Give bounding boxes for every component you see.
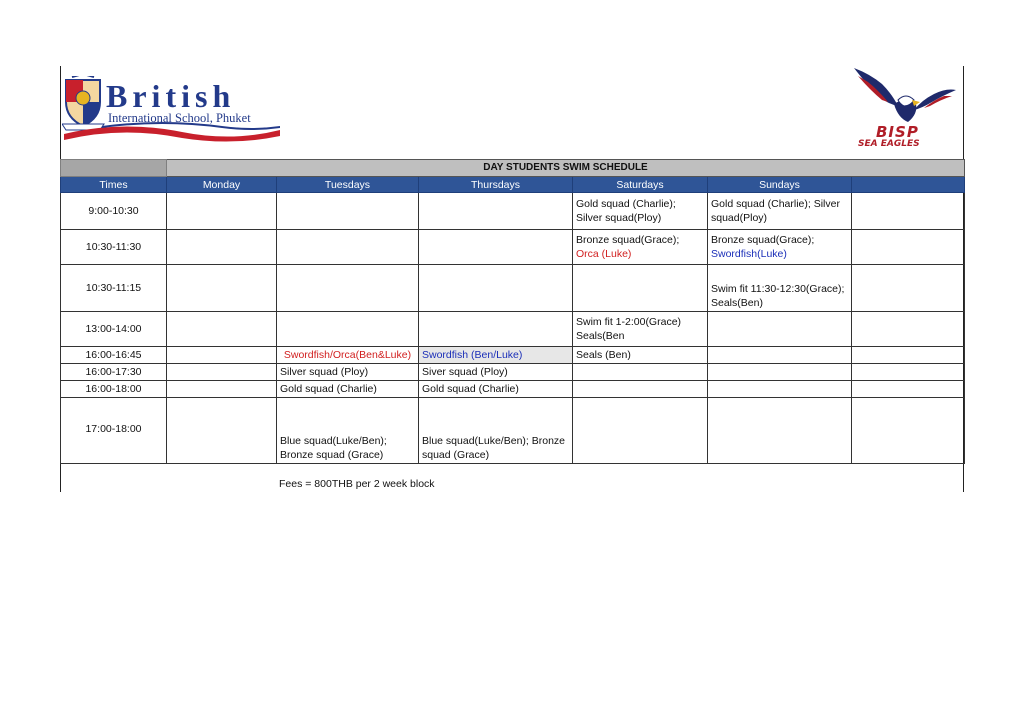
saturday-cell: Seals (Ben) — [573, 347, 708, 364]
blank-cell — [852, 312, 965, 347]
thursday-cell — [419, 193, 573, 230]
sunday-cell — [708, 312, 852, 347]
table-row — [61, 381, 965, 398]
sunday-line-2: Swordfish(Luke) — [711, 248, 787, 260]
header-sundays: Sundays — [708, 177, 852, 193]
saturday-cell — [573, 398, 708, 464]
saturday-cell — [573, 230, 708, 265]
thursday-cell: Swordfish (Ben/Luke) — [419, 347, 573, 364]
time-cell: 16:00-18:00 — [61, 381, 167, 398]
school-name: British — [106, 78, 236, 114]
thursday-cell: Blue squad(Luke/Ben); Bronze squad (Grace) — [419, 398, 573, 464]
sunday-cell — [708, 398, 852, 464]
table-row — [61, 312, 965, 347]
blank-cell — [852, 347, 965, 364]
sunday-cell: Swim fit 11:30-12:30(Grace); Seals(Ben) — [708, 265, 852, 312]
header-saturdays: Saturdays — [573, 177, 708, 193]
sunday-cell — [708, 347, 852, 364]
title-row — [61, 160, 965, 177]
table-row — [61, 398, 965, 464]
saturday-cell: Gold squad (Charlie); Silver squad(Ploy) — [573, 193, 708, 230]
time-cell: 16:00-17:30 — [61, 364, 167, 381]
thursday-cell — [419, 230, 573, 265]
header-row — [61, 177, 965, 193]
saturday-line-2: Orca (Luke) — [576, 248, 632, 260]
team-logo — [848, 66, 962, 154]
school-subtitle: International School, Phuket — [108, 111, 251, 125]
blank-cell — [852, 193, 965, 230]
blank-cell — [852, 381, 965, 398]
saturday-line-1: Bronze squad(Grace); — [576, 234, 680, 246]
blank-cell — [852, 265, 965, 312]
thursday-cell: Gold squad (Charlie) — [419, 381, 573, 398]
saturday-cell — [573, 381, 708, 398]
time-cell: 10:30-11:30 — [61, 230, 167, 265]
sunday-cell: Gold squad (Charlie); Silver squad(Ploy) — [708, 193, 852, 230]
table-row — [61, 265, 965, 312]
sunday-cell — [708, 230, 852, 265]
time-cell: 10:30-11:15 — [61, 265, 167, 312]
saturday-line-1: Swim fit 1-2:00(Grace) — [576, 316, 682, 328]
thursday-cell — [419, 265, 573, 312]
monday-cell — [167, 312, 277, 347]
header-monday: Monday — [167, 177, 277, 193]
tuesday-cell — [277, 230, 419, 265]
sunday-cell — [708, 364, 852, 381]
tuesday-cell: Gold squad (Charlie) — [277, 381, 419, 398]
table-row — [61, 347, 965, 364]
tuesday-cell: Silver squad (Ploy) — [277, 364, 419, 381]
team-subtitle: SEA EAGLES — [858, 139, 920, 149]
thursday-cell — [419, 312, 573, 347]
monday-cell — [167, 230, 277, 265]
monday-cell — [167, 381, 277, 398]
time-cell: 17:00-18:00 — [61, 398, 167, 464]
saturday-cell — [573, 364, 708, 381]
monday-cell — [167, 364, 277, 381]
tuesday-cell: Blue squad(Luke/Ben); Bronze squad (Grace) — [277, 398, 419, 464]
time-cell: 16:00-16:45 — [61, 347, 167, 364]
monday-cell — [167, 398, 277, 464]
tuesday-cell: Swordfish/Orca(Ben&Luke) — [277, 347, 419, 364]
swim-schedule-table — [60, 159, 965, 464]
blank-cell — [852, 230, 965, 265]
tuesday-cell — [277, 193, 419, 230]
team-name: BISP — [876, 123, 919, 141]
blank-cell — [852, 398, 965, 464]
monday-cell — [167, 193, 277, 230]
schedule-title: DAY STUDENTS SWIM SCHEDULE — [167, 160, 965, 177]
header-thursdays: Thursdays — [419, 177, 573, 193]
blank-cell — [852, 364, 965, 381]
tuesday-cell — [277, 312, 419, 347]
header-blank — [852, 177, 965, 193]
sunday-line-1: Bronze squad(Grace); — [711, 234, 815, 246]
table-row — [61, 230, 965, 265]
saturday-line-2: Seals(Ben — [576, 330, 625, 342]
saturday-cell — [573, 312, 708, 347]
thursday-cell: Siver squad (Ploy) — [419, 364, 573, 381]
fees-note: Fees = 800THB per 2 week block — [279, 478, 435, 490]
tuesday-cell — [277, 265, 419, 312]
monday-cell — [167, 265, 277, 312]
table-row — [61, 364, 965, 381]
header-times: Times — [61, 177, 167, 193]
saturday-cell — [573, 265, 708, 312]
monday-cell — [167, 347, 277, 364]
time-cell: 13:00-14:00 — [61, 312, 167, 347]
school-logo — [62, 76, 284, 142]
time-cell: 9:00-10:30 — [61, 193, 167, 230]
sunday-cell — [708, 381, 852, 398]
header-tuesdays: Tuesdays — [277, 177, 419, 193]
table-row — [61, 193, 965, 230]
title-row-corner — [61, 160, 167, 177]
